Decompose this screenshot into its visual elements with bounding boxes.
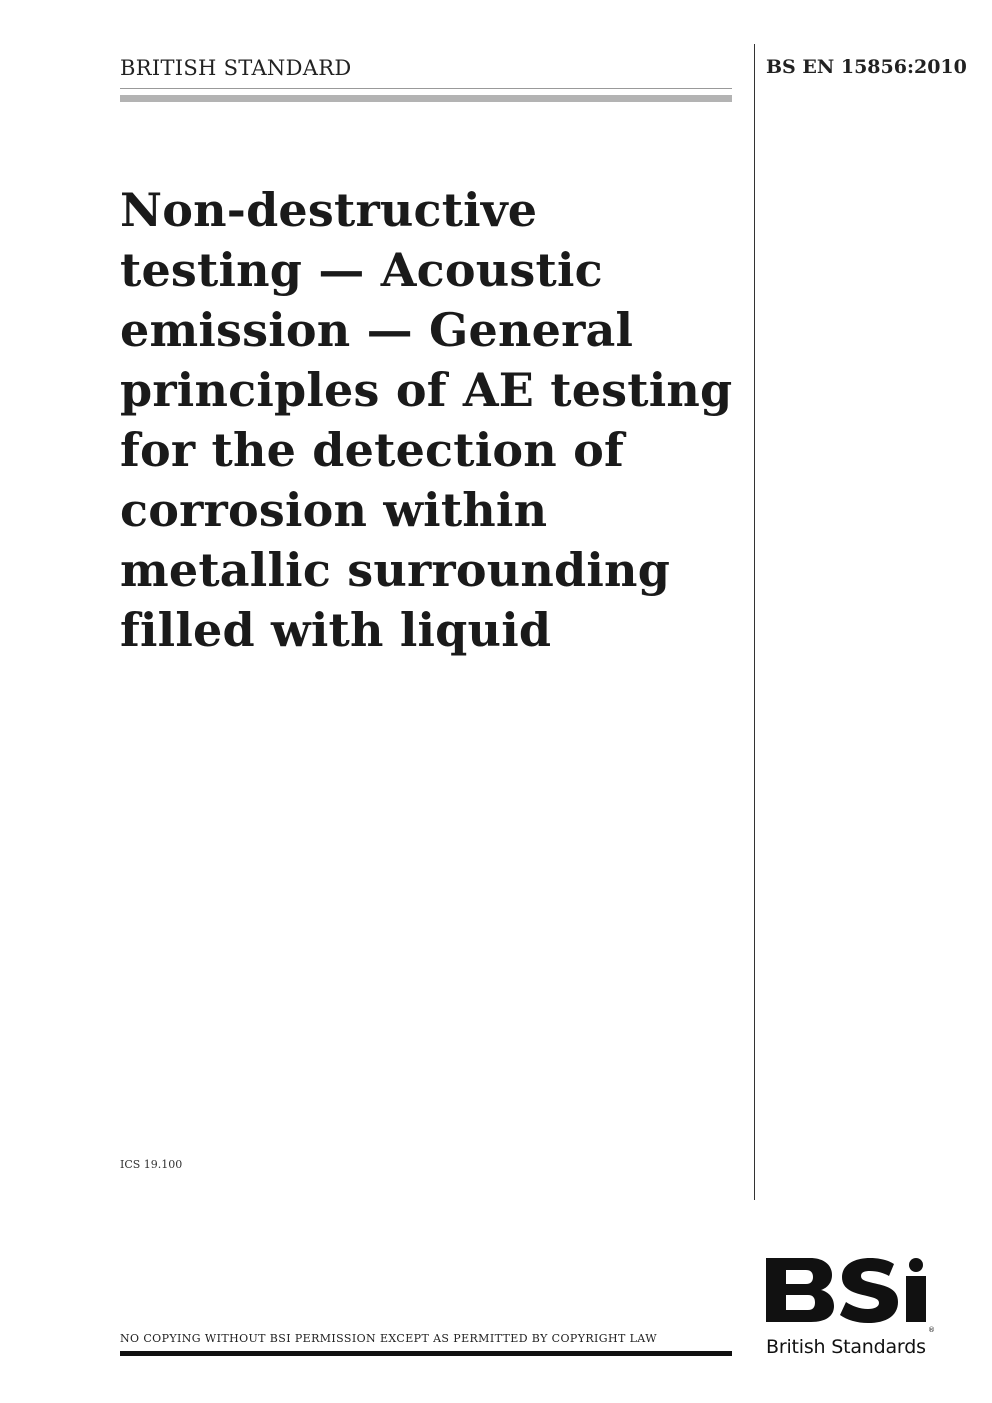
title-line: for the detection of xyxy=(120,423,624,477)
title-line: Non-destructive xyxy=(120,183,538,237)
title-line: emission — General xyxy=(120,303,634,357)
title-line: corrosion within xyxy=(120,483,548,537)
standard-number: BS EN 15856:2010 xyxy=(766,56,967,78)
footer-rule xyxy=(120,1351,732,1356)
header-rule-thick xyxy=(120,95,732,102)
ics-code: ICS 19.100 xyxy=(120,1158,183,1171)
document-title xyxy=(120,180,750,660)
vertical-divider xyxy=(754,44,755,1200)
header-rule-thin xyxy=(120,88,732,89)
copyright-notice: NO COPYING WITHOUT BSI PERMISSION EXCEPT AS PERMITTED BY COPYRIGHT LAW xyxy=(120,1332,657,1345)
title-line: filled with liquid xyxy=(120,603,552,657)
title-line: metallic surrounding xyxy=(120,543,671,597)
registered-mark: ® xyxy=(928,1326,935,1334)
title-line: testing — Acoustic xyxy=(120,243,603,297)
series-label: BRITISH STANDARD xyxy=(120,56,352,80)
publisher-name: British Standards xyxy=(766,1336,926,1358)
title-line: principles of AE testing xyxy=(120,363,733,417)
